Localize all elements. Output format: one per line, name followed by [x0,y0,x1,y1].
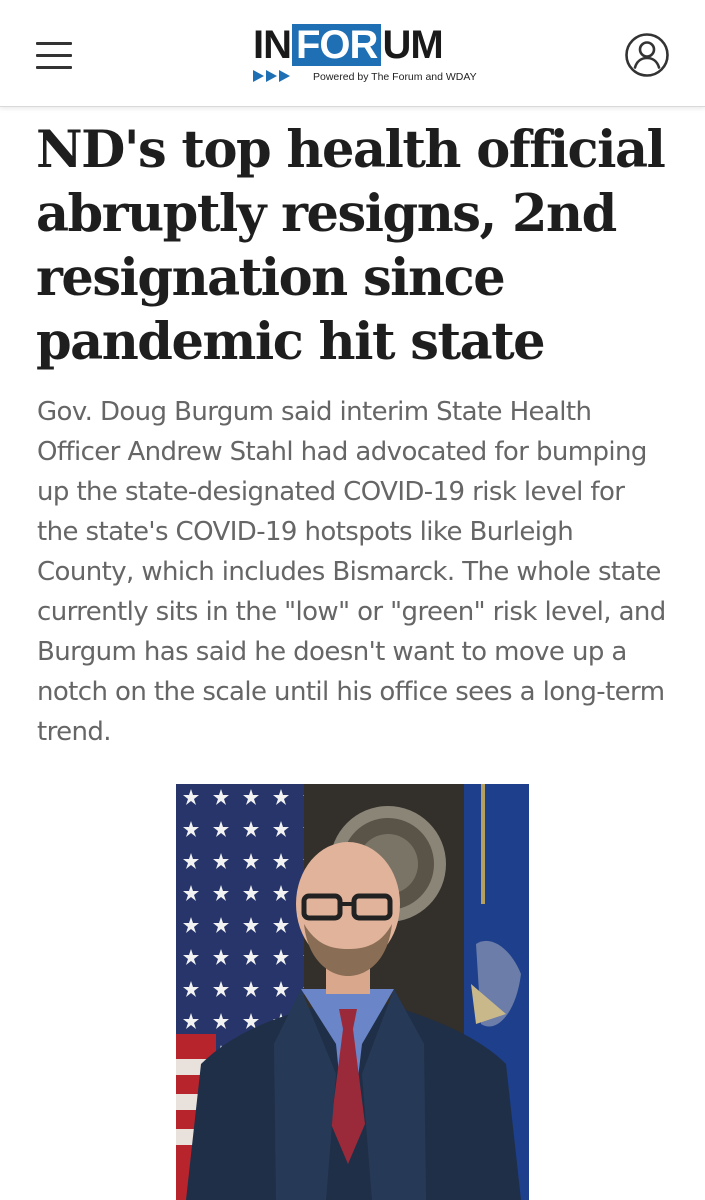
article-photo [176,784,529,1200]
hamburger-menu-icon[interactable] [36,40,72,70]
article-headline: ND's top health official abruptly resigns, 2nd resignation since pandemic hit state [36,120,665,372]
logo-word-part2: FOR [292,24,381,66]
play-arrows-icon [253,69,301,83]
site-header [0,0,705,107]
official-portrait-image [176,784,529,1200]
logo-tagline: Powered by The Forum and WDAY [313,71,477,83]
logo-wordmark [253,24,443,66]
logo-word-part3: UM [382,23,443,67]
user-account-icon[interactable] [624,32,670,78]
article-summary: Gov. Doug Burgum said interim State Health Officer Andrew Stahl had advocated for bumping up the state-designated COVID-19 risk level for the state's COVID-19 hotspots like Burleigh County, which includes Bismarck. The whole state currently sits in the "low" or "green" risk level, and Burgum has said he doesn't want to move up a notch on the scale until his office sees a long-term trend. [37,397,666,747]
logo-word-part1: IN [253,23,291,67]
inforum-logo[interactable] [253,23,477,86]
